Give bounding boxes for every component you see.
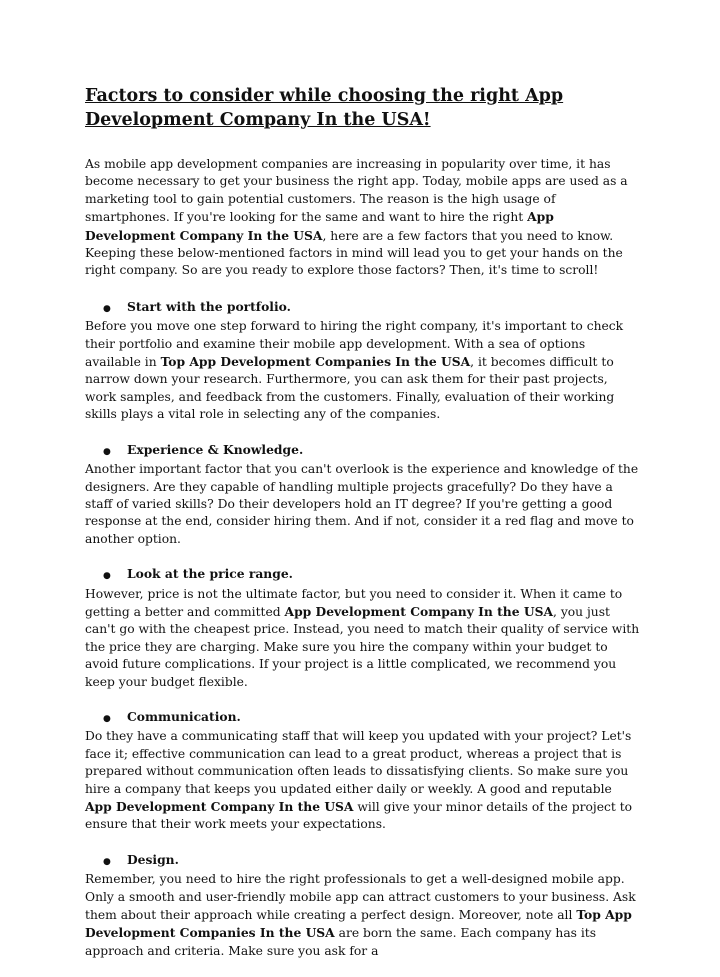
document-title: Factors to consider while choosing the right App Development Company In the USA!	[85, 86, 564, 130]
document-body	[85, 84, 640, 977]
section-design	[85, 851, 640, 960]
bullet-icon: ●	[103, 446, 111, 457]
paragraph-text-1: Remember, you need to hire the right professionals to get a well-designed mobile app. Only a smooth and user-friendly mobile app can attract customers to your business. Ask them about their approach while creating a perfect design. Moreover, note all	[85, 872, 636, 923]
paragraph-text-1: Before you move one step forward to hiring the right company, it's important to check their portfolio and examine their mobile app development. With a sea of options available in	[85, 319, 624, 370]
section-portfolio	[85, 298, 640, 424]
intro-paragraph	[85, 156, 640, 280]
paragraph-text-2: are born the same. Each company has its approach and criteria. Make sure you ask for a	[85, 926, 597, 958]
section-heading-text: Look at the price range.	[127, 566, 293, 582]
section-heading-text: Start with the portfolio.	[127, 298, 291, 314]
paragraph-text-2: will give your minor details of the project to ensure that their work meets your expectations.	[85, 800, 633, 832]
paragraph-text-1: Another important factor that you can't overlook is the experience and knowledge of the designers. Are they capable of handling multiple projects gracefully? Do they have a staff of varied skills? Do their developers hold an IT degree? If you're getting a good response at the end, consider hiring them. And if not, consider it a red flag and move to another option.	[85, 462, 639, 546]
section-paragraph	[85, 871, 640, 960]
section-experience	[85, 441, 640, 548]
bullet-icon: ●	[103, 571, 111, 582]
intro-text-2: , here are a few factors that you need to know. Keeping these below-mentioned factors in mind will lead you to get your hands on the right company. So are you ready to explore those factors? Then, it's time to scroll!	[85, 228, 623, 278]
paragraph-text-2: , it becomes difficult to narrow down your research. Furthermore, you can ask them for their past projects, work samples, and feedback from the customers. Finally, evaluation of their working skills plays a vital role in selecting any of the companies.	[85, 355, 615, 422]
paragraph-keyword: App Development Company In the USA	[284, 603, 553, 619]
section-communication	[85, 708, 640, 834]
section-heading	[85, 565, 640, 585]
paragraph-text-2: , you just can't go with the cheapest price. Instead, you need to match their quality of service with the price they are charging. Make sure you hire the company within your budget to avoid future complications. If your project is a little complicated, we recommend you keep your budget flexible.	[85, 604, 640, 689]
section-heading-text: Design.	[127, 851, 179, 867]
bullet-icon: ●	[103, 713, 111, 724]
section-heading-text: Communication.	[127, 708, 241, 724]
section-heading	[85, 441, 640, 461]
paragraph-text-1: However, price is not the ultimate factor, but you need to consider it. When it came to getting a better and committed	[85, 586, 623, 619]
paragraph-text-1: Do they have a communicating staff that will keep you updated with your project? Let's face it; effective communication can lead to a great product, whereas a project that is prepared without communication often leads to dissatisfying clients. So make sure you hire a company that keeps you updated either daily or weekly. A good and reputable	[85, 729, 632, 796]
section-heading-text: Experience & Knowledge.	[127, 441, 304, 457]
section-heading	[85, 708, 640, 728]
section-paragraph	[85, 318, 640, 423]
paragraph-keyword: App Development Company In the USA	[85, 799, 354, 814]
section-paragraph	[85, 728, 640, 833]
paragraph-keyword: Top App Development Companies In the USA	[85, 907, 632, 941]
intro-keyword: App Development Company In the USA	[85, 209, 554, 243]
section-paragraph	[85, 461, 640, 548]
section-heading	[85, 298, 640, 318]
section-price	[85, 565, 640, 691]
bullet-icon: ●	[103, 856, 111, 867]
section-heading	[85, 851, 640, 871]
intro-text-1: As mobile app development companies are increasing in popularity over time, it has become necessary to get your business the right app. Today, mobile apps are used as a marketing tool to gain potential customers. The reason is the high usage of smartphones. If you're looking for the same and want to hire the right	[85, 157, 628, 225]
paragraph-keyword: Top App Development Companies In the USA	[160, 354, 471, 370]
bullet-icon: ●	[103, 303, 111, 314]
section-paragraph	[85, 586, 640, 691]
